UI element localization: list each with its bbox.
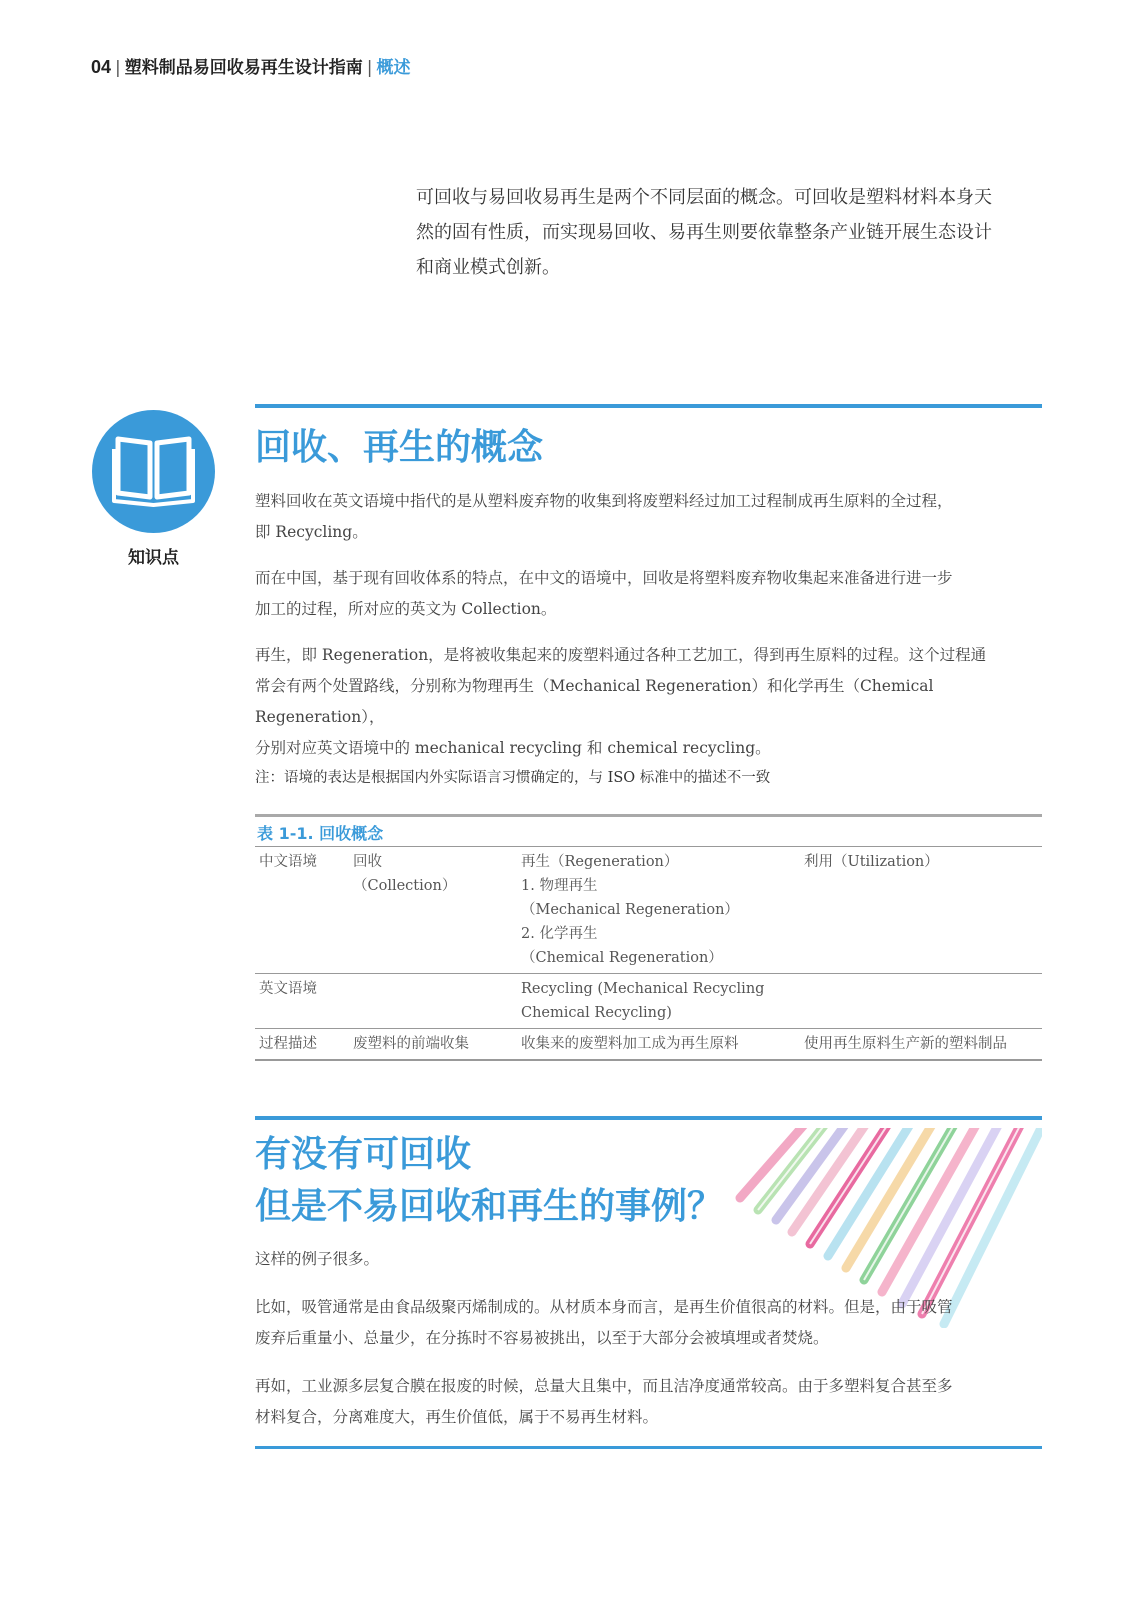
row-label: 过程描述 [259,1036,317,1052]
paragraph [255,1371,1045,1433]
concept-table [255,814,1042,1061]
table-cell [517,974,800,1029]
intro-line: 和商业模式创新。 [416,257,560,278]
table-cell: 收集来的废塑料加工成为再生原料 [521,1036,739,1052]
table-row [255,847,1042,974]
table-row [255,974,1042,1029]
cell-line: 利用（Utilization） [804,854,939,870]
cell-line: 2. 化学再生 [521,926,598,942]
section-category: 概述 [376,58,411,78]
bottom-divider [255,1446,1042,1449]
row-label: 中文语境 [259,854,317,870]
table-cell: 使用再生原料生产新的塑料制品 [804,1036,1007,1052]
running-header [91,53,411,78]
paragraph [255,486,1045,548]
paragraph-line: 加工的过程，所对应的英文为 Collection。 [255,600,557,618]
doc-title: 塑料制品易回收易再生设计指南 [124,58,363,78]
paragraph-line: 比如，吸管通常是由食品级聚丙烯制成的。从材质本身而言，是再生价值很高的材料。但是，由于吸管 [255,1298,953,1316]
page-number: 04 [91,57,112,77]
cell-line: 1. 物理再生 [521,878,598,894]
section-title [255,1128,723,1232]
paragraph: 这样的例子很多。 [255,1250,380,1268]
intro-paragraph [416,180,1041,285]
table-cell [800,974,1042,1029]
paragraph [255,563,1045,625]
badge-label: 知识点 [128,548,179,568]
intro-line: 然的固有性质，而实现易回收、易再生则要依靠整条产业链开展生态设计 [416,222,992,243]
paragraph-line: 材料复合，分离难度大，再生价值低，属于不易再生材料。 [255,1408,659,1426]
title-line: 但是不易回收和再生的事例？ [255,1185,724,1227]
cell-line: Recycling (Mechanical Recycling [521,981,765,997]
header-separator: | [366,58,373,78]
cell-line: （Collection） [353,878,457,894]
paragraph [255,1292,1045,1354]
intro-line: 可回收与易回收易再生是两个不同层面的概念。可回收是塑料材料本身天 [416,187,992,208]
paragraph-line: 塑料回收在英文语境中指代的是从塑料废弃物的收集到将废塑料经过加工过程制成再生原料的全过程， [255,492,953,510]
section-divider [255,1116,1042,1120]
paragraph-line: 分别对应英文语境中的 mechanical recycling 和 chemical recycling。 [255,739,771,757]
paragraph [255,640,1045,764]
knowledge-badge [92,410,215,533]
cell-line: 回收 [353,854,382,870]
paragraph-line: 再生，即 Regeneration，是将被收集起来的废塑料通过各种工艺加工，得到再生原料的过程。这个过程通 [255,646,987,664]
table-caption: 表 1-1. 回收概念 [255,817,1042,847]
open-book-icon [112,435,195,507]
paragraph-line: 而在中国，基于现有回收体系的特点，在中文的语境中，回收是将塑料废弃物收集起来准备进行进一步 [255,569,953,587]
table-cell [800,847,1042,974]
cell-line: （Chemical Regeneration） [521,950,723,966]
table-cell [349,974,517,1029]
cell-line: 再生（Regeneration） [521,854,679,870]
section-divider [255,404,1042,408]
paragraph-line: 废弃后重量小、总量少，在分拣时不容易被挑出，以至于大部分会被填埋或者焚烧。 [255,1329,829,1347]
paragraph-line: 常会有两个处置路线，分别称为物理再生（Mechanical Regeneration）和化学再生（Chemical Regeneration）， [255,677,934,726]
table-row [255,1029,1042,1061]
header-separator: | [115,58,121,78]
cell-line: （Mechanical Regeneration） [521,902,739,918]
row-label: 英文语境 [259,981,317,997]
footnote: 注：语境的表达是根据国内外实际语言习惯确定的，与 ISO 标准中的描述不一致 [255,770,771,786]
table-cell [349,847,517,974]
section-title: 回收、再生的概念 [255,426,544,468]
paragraph-line: 再如，工业源多层复合膜在报废的时候，总量大且集中，而且洁净度通常较高。由于多塑料复合甚至多 [255,1377,953,1395]
table-cell: 废塑料的前端收集 [353,1036,469,1052]
cell-line: Chemical Recycling) [521,1005,672,1021]
table-cell [517,847,800,974]
paragraph-line: 即 Recycling。 [255,523,368,541]
title-line: 有没有可回收 [255,1133,472,1175]
